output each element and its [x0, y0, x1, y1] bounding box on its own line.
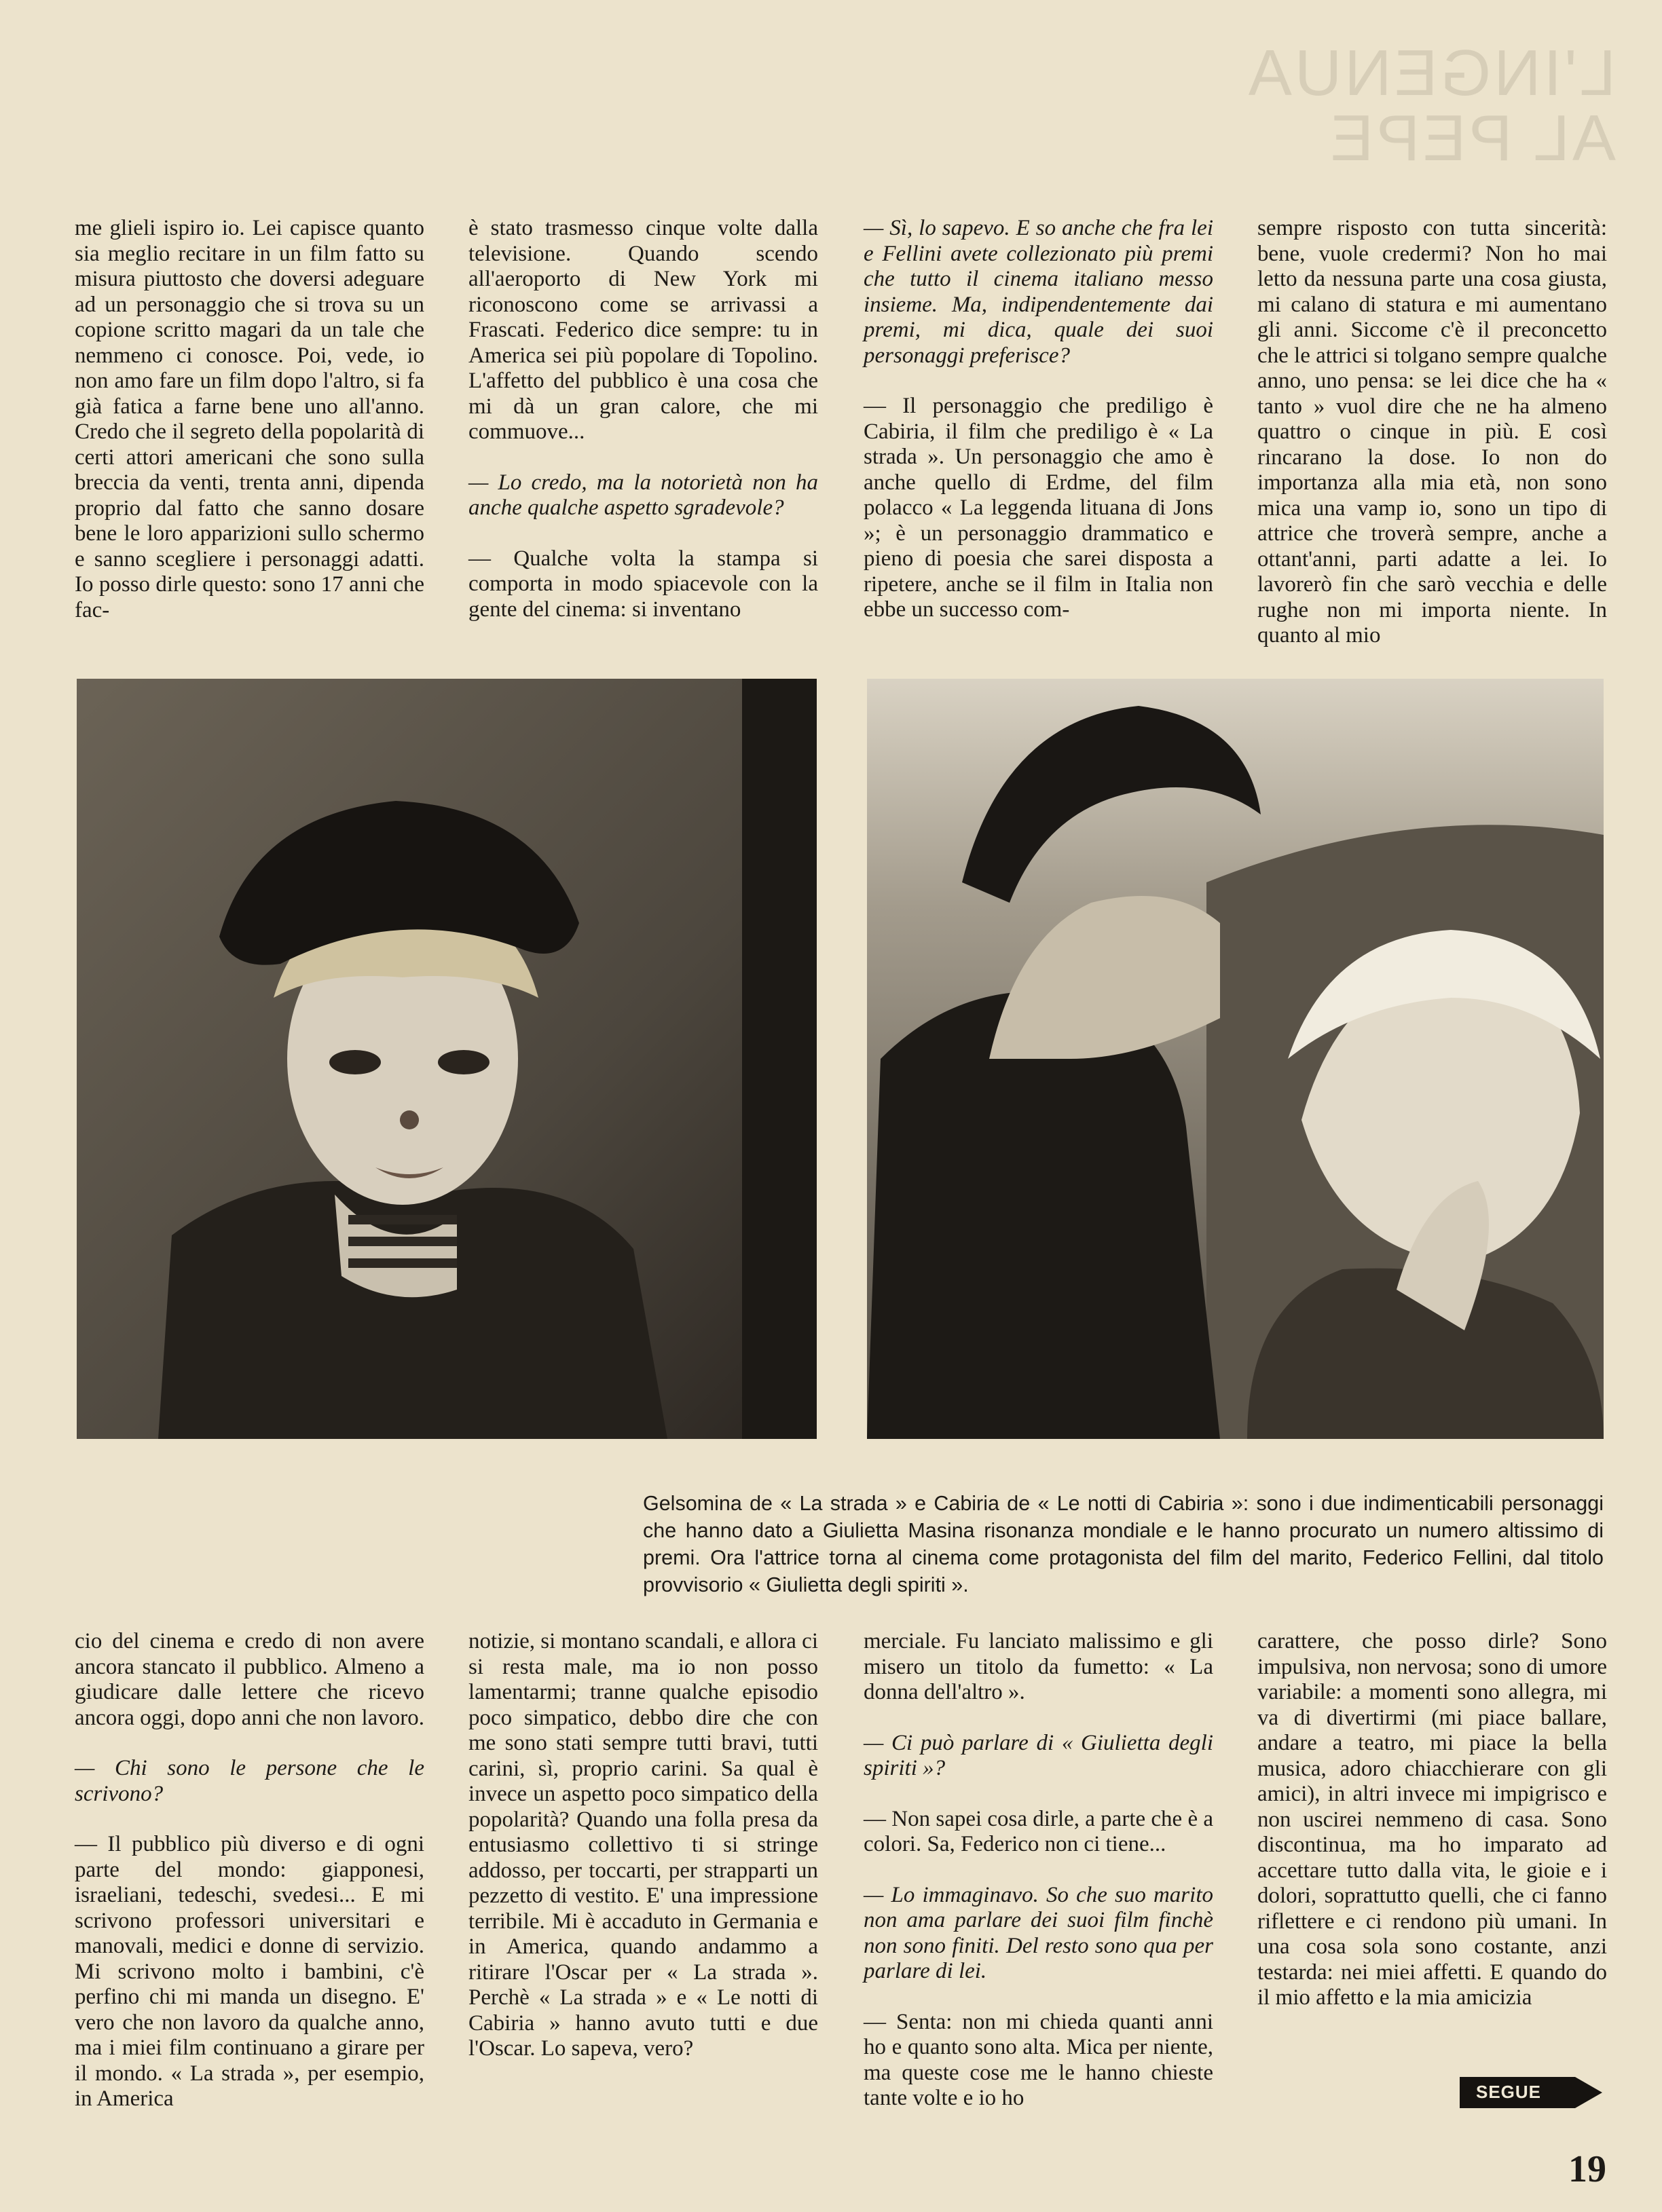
top-column-1: [75, 216, 424, 623]
ghost-line-2: AL PEPE: [1327, 102, 1616, 174]
interview-question: — Lo immaginavo. So che suo marito non ama parlare dei suoi film finchè non sono finiti. Del resto sono qua per parlare di lei.: [864, 1882, 1213, 1983]
interview-question: — Chi sono le persone che le scrivono?: [75, 1756, 424, 1806]
paragraph: me glieli ispiro io. Lei capisce quanto sia meglio recitare in un film fatto su misura piuttosto che doversi adeguare ad un personaggio che si trova su un copione scritto magari da un tale che nemmeno ci conosce. Poi, vede, io non amo fare un film dopo l'altro, si fa già fatica a farne bene uno all'anno. Credo che il segreto della popolarità di certi attori americani che sono sulla breccia da venti, trenta anni, dipenda proprio dal fatto che sanno dosare bene le loro apparizioni sullo schermo e sanno scegliere i personaggi adatti. Io posso dirle questo: sono 17 anni che fac-: [75, 216, 424, 622]
interview-question: — Lo credo, ma la notorietà non ha anche qualche aspetto sgradevole?: [468, 470, 818, 520]
bottom-column-4: [1257, 1629, 1607, 2011]
interview-question: — Sì, lo sapevo. E so anche che fra lei e Fellini avete collezionato più premi che tutto il cinema italiano messo insieme. Ma, indipendentemente dai premi, mi dica, quale dei suoi personaggi preferisce?: [864, 216, 1213, 368]
paragraph: — Il pubblico più diverso e di ogni parte del mondo: giapponesi, israeliani, tedeschi, svedesi... E mi scrivono professori universitari e manovali, medici e donne di servizio. Mi scrivono molto i bambini, c'è perfino chi mi manda un disegno. E' vero che non lavoro da qualche anno, ma i miei film continuano a girare per il mondo. « La strada », per esempio, in America: [75, 1832, 424, 2111]
paragraph: notizie, si montano scandali, e allora ci si resta male, ma io non posso lamentarmi; tranne qualche episodio poco simpatico, debbo dire che con me sono stati sempre tutti bravi, tutti carini, sì, proprio carini. Sa qual è invece un aspetto poco simpatico della popolarità? Quando una folla presa da entusiasmo collettivo ti si stringe addosso, per toccarti, per strapparti un pezzetto di vestito. E' una impressione terribile. Mi è accaduto in Germania e in America, quando andammo a ritirare l'Oscar per « La strada ». Perchè « La strada » e « Le notti di Cabiria » hanno avuto tutti e due l'Oscar. Lo sapeva, vero?: [468, 1629, 818, 2061]
paragraph: — Il personaggio che prediligo è Cabiria, il film che prediligo è « La strada ». Un personaggio che amo è anche quello di Erdme, del film polacco « La leggenda lituana di Jons »; è un personaggio drammatico e pieno di poesia che sarei disposta a ripetere, anche se il film in Italia non ebbe un successo com-: [864, 394, 1213, 622]
top-column-3: [864, 216, 1213, 623]
paragraph: carattere, che posso dirle? Sono impulsiva, non nervosa; sono di umore variabile: a momenti sono allegra, mi va di divertirmi (mi piace ballare, andare a teatro, mi piace la bella musica, adoro chiacchierare con gli amici), in altri invece mi impigrisco e non uscirei nemmeno di casa. Sono discontinua, ma ho imparato ad accettare tutto dalla vita, le gioie e i dolori, soprattutto quelli, che ci fanno riflettere e ci rendono più umani. In una cosa sola sono costante, anzi testarda: nei miei affetti. E quando do il mio affetto e la mia amicizia: [1257, 1629, 1607, 2010]
bottom-column-3: [864, 1629, 1213, 2112]
interview-question: — Ci può parlare di « Giulietta degli spiriti »?: [864, 1730, 1213, 1780]
top-column-2: [468, 216, 818, 622]
gelsomina-photo-illustration: [77, 679, 817, 1439]
photo-caption: Gelsomina de « La strada » e Cabiria de « Le notti di Cabiria »: sono i due indimenticabili personaggi che hanno dato a Giulietta Masina risonanza mondiale e le hanno procurato un numero altissimo di premi. Ora l'attrice torna al cinema come protagonista del film del marito, Federico Fellini, dal titolo provvisorio « Giulietta degli spiriti ».: [643, 1492, 1604, 1596]
bottom-column-1: [75, 1629, 424, 2112]
mirrored-headline-bleed: [1236, 37, 1616, 176]
paragraph: sempre risposto con tutta sincerità: bene, vuole credermi? Non ho mai letto da nessuna parte una cosa giusta, mi calano di statura e mi aumentano gli anni. Siccome c'è il preconcetto che le attrici si tolgano sempre qualche anno, uno pensa: se lei dice che ha « tanto » vuol dire che ne ha almeno quattro o cinque in più. E così rincarano la dose. Io non do importanza alla mia età, non sono mica una vamp io, sono un tipo di attrice che troverà sempre, anche a ottant'anni, parti adatte a lei. Io lavorerò fin che sarò vecchia e delle rughe non mi importa niente. In quanto al mio: [1257, 216, 1607, 648]
cabiria-photo-illustration: [867, 679, 1604, 1439]
page-number: 19: [1568, 2148, 1606, 2190]
ghost-line-1: L'INGENUA: [1245, 37, 1616, 109]
photo-gelsomina: [77, 679, 817, 1439]
paragraph: merciale. Fu lanciato malissimo e gli misero un titolo da fumetto: « La donna dell'altro ».: [864, 1629, 1213, 1704]
continue-arrow-badge[interactable]: [1460, 2076, 1606, 2110]
paragraph: è stato trasmesso cinque volte dalla televisione. Quando scendo all'aeroporto di New York mi riconoscono come se arrivassi a Frascati. Federico dice sempre: tu in America sei più popolare di Topolino. L'affetto del pubblico è una cosa che mi dà un gran calore, che mi commuove...: [468, 216, 818, 444]
paragraph: — Senta: non mi chieda quanti anni ho e quanto sono alta. Mica per niente, ma queste cose me le hanno chieste tante volte e io ho: [864, 2009, 1213, 2110]
paragraph: — Non sapei cosa dirle, a parte che è a colori. Sa, Federico non ci tiene...: [864, 1806, 1213, 1856]
photo-cabiria: [867, 679, 1604, 1439]
paragraph: cio del cinema e credo di non avere ancora stancato il pubblico. Almeno a giudicare dalle lettere che ricevo ancora oggi, dopo anni che non lavoro.: [75, 1629, 425, 1730]
segue-label: SEGUE: [1476, 2082, 1542, 2102]
top-column-4: [1257, 216, 1607, 649]
bottom-column-2: [468, 1629, 818, 2062]
paragraph: — Qualche volta la stampa si comporta in modo spiacevole con la gente del cinema: si inventano: [468, 546, 818, 622]
